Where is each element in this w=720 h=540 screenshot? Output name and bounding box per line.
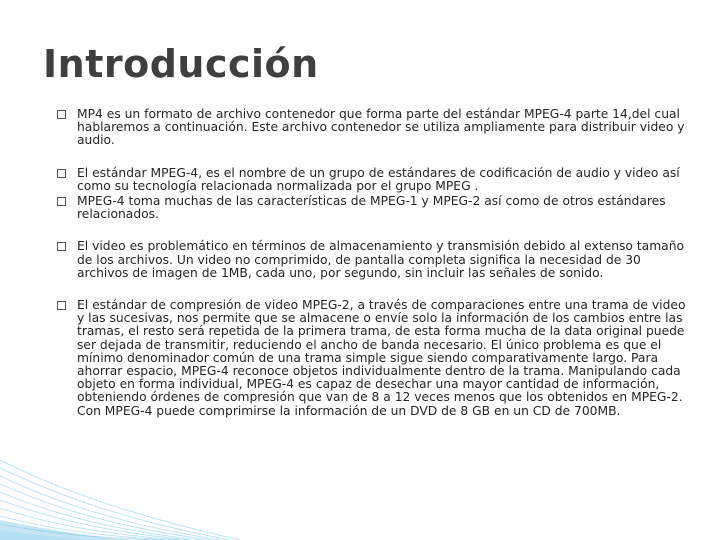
bullet-text: MPEG-4 toma muchas de las características de MPEG-1 y MPEG-2 así como de otros estándares relacionados. — [77, 194, 666, 222]
bullet-item — [55, 167, 695, 193]
bullet-text: El estándar MPEG-4, es el nombre de un grupo de estándares de codificación de audio y video así como su tecnología relacionada normalizada por el grupo MPEG . — [77, 165, 680, 193]
bullet-text: El video es problemático en términos de almacenamiento y transmisión debido al extenso tamaño de los archivos. Un video no comprimido, de pantalla completa significa la necesidad de 30 archivos de imagen de 1MB, cada uno, por segundo, sin incluir las señales de sonido. — [77, 239, 685, 280]
square-bullet-icon — [57, 169, 66, 178]
bullet-text: MP4 es un formato de archivo contenedor que forma parte del estándar MPEG-4 parte 14,del cual hablaremos a continuación. Este archivo contenedor se utiliza ampliamente para distribuir video y audio. — [77, 107, 685, 148]
slide-title: Introducción — [43, 42, 319, 86]
square-bullet-icon — [57, 110, 66, 119]
bullet-item — [55, 195, 695, 221]
square-bullet-icon — [57, 242, 66, 251]
bullet-item — [55, 108, 695, 148]
square-bullet-icon — [57, 301, 66, 310]
bullet-list — [55, 108, 695, 418]
bullet-item — [55, 240, 695, 280]
decorative-corner-graphic — [0, 420, 240, 540]
square-bullet-icon — [57, 197, 66, 206]
bullet-item — [55, 299, 695, 418]
bullet-text: El estándar de compresión de video MPEG-2, a través de comparaciones entre una trama de video y las sucesivas, nos permite que se almacene o envíe solo la información de los cambios entre las tramas, el resto será repetida de la primera trama, de esta forma mucha de la data original puede ser dejada de transmitir, reduciendo el ancho de banda necesario. El único problema es que el mínimo denominador común de una trama simple sigue siendo comparativamente largo. Para ahorrar espacio, MPEG-4 reconoce objetos individualmente dentro de la trama. Manipulando cada objeto en forma individual, MPEG-4 es capaz de desechar una mayor cantidad de información, obteniendo órdenes de compresión que van de 8 a 12 veces menos que los obtenidos en MPEG-2. Con MPEG-4 puede comprimirse la información de un DVD de 8 GB en un CD de 700MB. — [77, 298, 686, 418]
